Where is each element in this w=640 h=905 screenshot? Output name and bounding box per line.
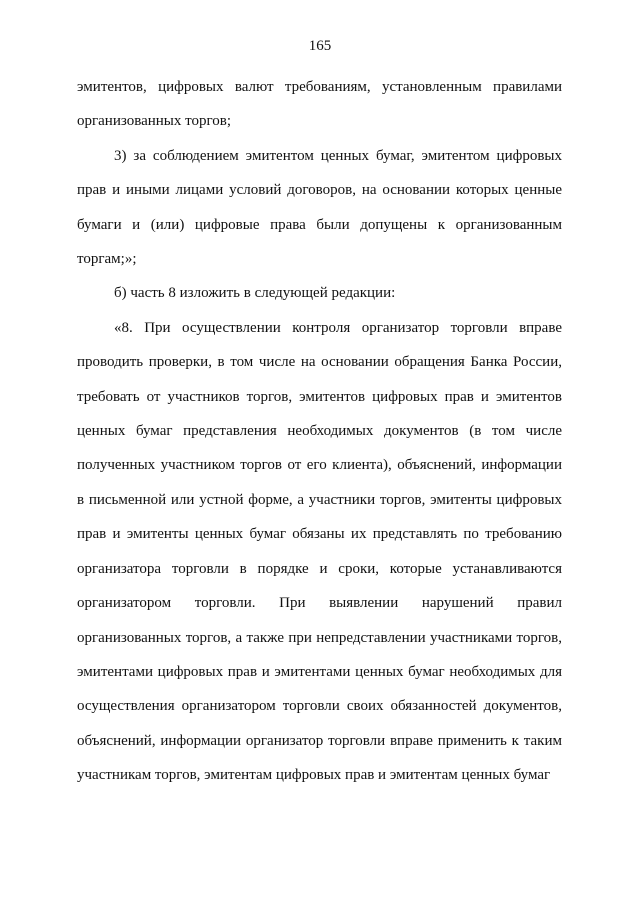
text-line: организованных торгов, а также при непредставлении участниками торгов, bbox=[77, 629, 562, 646]
text-line: в письменной или устной форме, а участники торгов, эмитенты цифровых bbox=[77, 491, 562, 508]
text-line: эмитентами цифровых прав и эмитентами ценных бумаг необходимых для bbox=[77, 663, 562, 680]
text-line: требовать от участников торгов, эмитентов цифровых прав и эмитентов bbox=[77, 388, 562, 405]
text-line: осуществления организатором торговли своих обязанностей документов, bbox=[77, 698, 562, 715]
text-line: «8. При осуществлении контроля организатор торговли вправе bbox=[114, 319, 562, 336]
text-line: ценных бумаг представления необходимых документов (в том числе bbox=[77, 423, 562, 440]
paragraph-part-8 bbox=[77, 311, 562, 793]
text-line: б) часть 8 изложить в следующей редакции: bbox=[114, 285, 396, 302]
text-line: полученных участником торгов от его клиента), объяснений, информации bbox=[77, 457, 562, 474]
text-line: организованных торгов; bbox=[77, 113, 232, 130]
text-line: прав и иными лицами условий договоров, на основании которых ценные bbox=[77, 182, 562, 199]
text-line: прав и эмитенты ценных бумаг обязаны их представлять по требованию bbox=[77, 526, 562, 543]
text-line: объяснений, информации организатор торговли вправе применить к таким bbox=[77, 732, 562, 749]
paragraph-continuation bbox=[77, 70, 562, 139]
text-line: организатором торговли. При выявлении нарушений правил bbox=[77, 595, 562, 612]
text-line: участникам торгов, эмитентам цифровых прав и эмитентам ценных бумаг bbox=[77, 767, 551, 784]
page-number: 165 bbox=[308, 38, 332, 54]
document-body bbox=[77, 70, 562, 793]
paragraph-item-b bbox=[77, 276, 562, 310]
text-line: торгам;»; bbox=[77, 251, 137, 268]
text-line: 3) за соблюдением эмитентом ценных бумаг, эмитентом цифровых bbox=[114, 147, 562, 164]
text-line: организатора торговли в порядке и сроки, которые устанавливаются bbox=[77, 560, 562, 577]
text-line: эмитентов, цифровых валют требованиям, установленным правилами bbox=[77, 79, 562, 95]
text-line: бумаги и (или) цифровые права были допущены к организованным bbox=[77, 216, 562, 233]
paragraph-item-3 bbox=[77, 139, 562, 277]
text-line: проводить проверки, в том числе на основании обращения Банка России, bbox=[77, 354, 562, 371]
